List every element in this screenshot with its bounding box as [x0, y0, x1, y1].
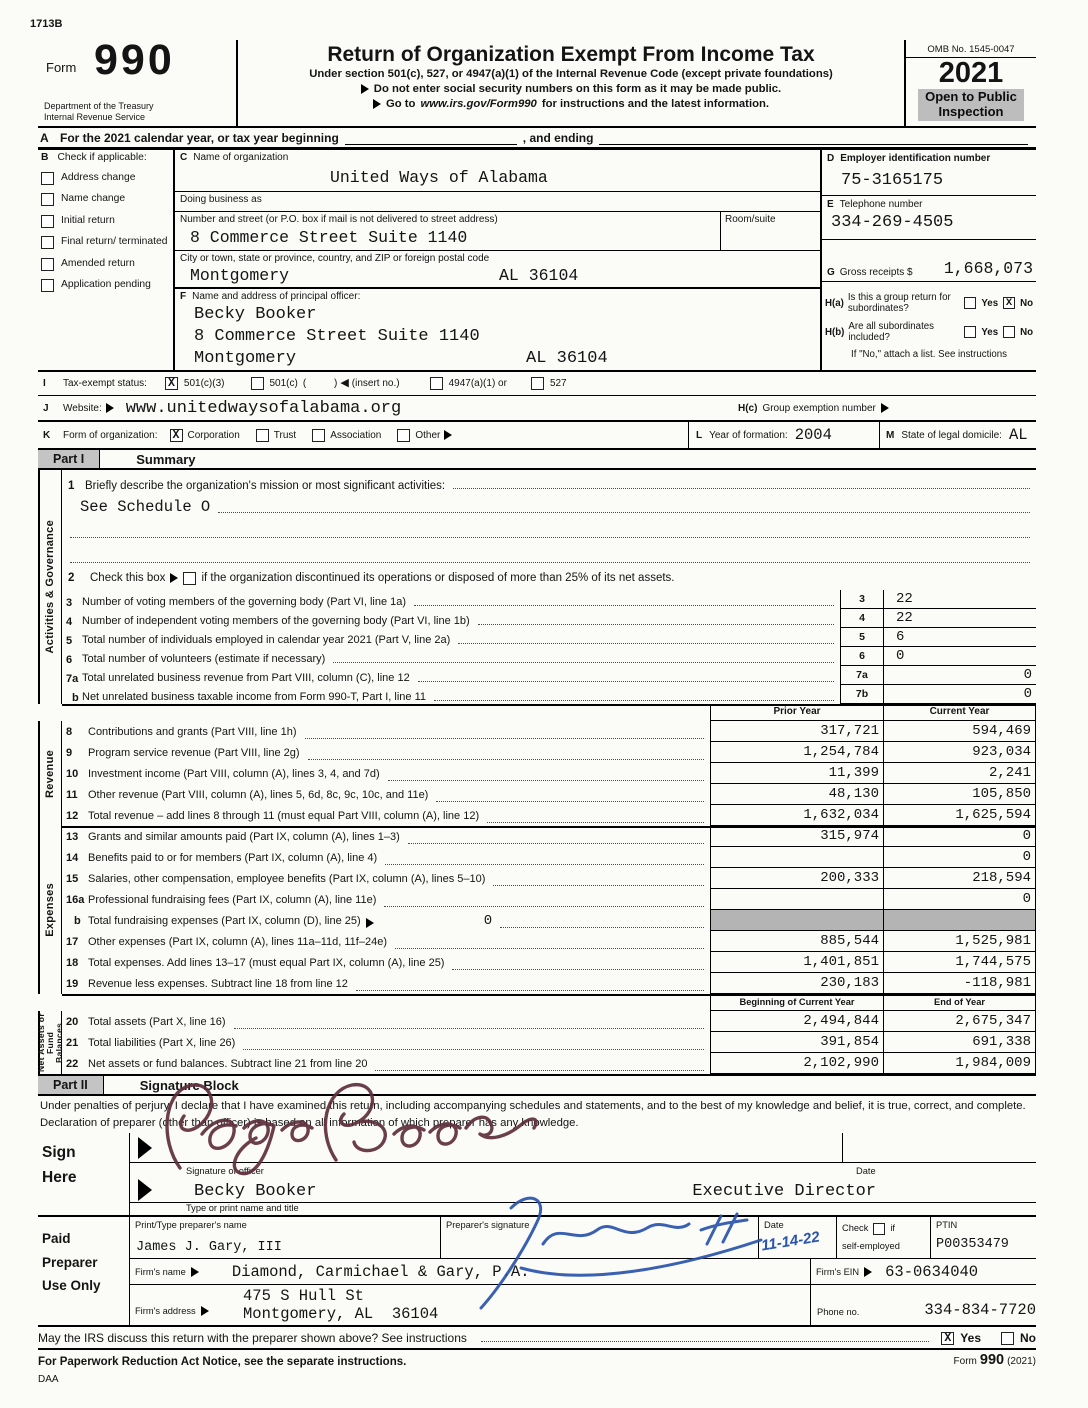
mission-blank-line — [62, 516, 1036, 541]
hb-note: If "No," attach a list. See instructions — [851, 349, 1008, 360]
table-row-line4: 4 Number of independent voting members of the governing body (Part VI, line 1b) 4 22 — [62, 609, 1036, 628]
form-title-block — [238, 40, 904, 126]
checkbox-hb-no[interactable] — [1003, 326, 1015, 338]
officer-signature-line[interactable] — [130, 1133, 1036, 1163]
arrow-right-icon — [138, 1179, 152, 1201]
table-row-line22: 22 Net assets or fund balances. Subtract line 21 from line 20 2,102,990 1,984,009 — [62, 1053, 1036, 1074]
officer-signature-date-cell[interactable] — [842, 1133, 1036, 1162]
ha-row: H(a) Is this a group return for subordinates? Yes X No — [825, 292, 1033, 314]
form-header — [38, 36, 1036, 128]
arrow-right-icon — [373, 99, 381, 109]
dba-cell[interactable]: Doing business as — [175, 192, 820, 212]
city-value: Montgomery — [190, 266, 290, 285]
part-i-body — [35, 470, 1036, 1074]
net-assets-columns-header — [62, 994, 1036, 1011]
gross-receipts-cell: G Gross receipts $ 1,668,073 — [822, 240, 1036, 282]
firm-phone-value: 334-834-7720 — [924, 1301, 1036, 1319]
group-return-cell — [822, 282, 1036, 370]
checkbox-501c[interactable] — [251, 377, 264, 390]
firm-name-value: Diamond, Carmichael & Gary, P.A. — [231, 1262, 530, 1281]
may-irs-discuss-row: May the IRS discuss this return with the preparer shown above? See instructions X Yes No — [38, 1327, 1036, 1350]
checkbox-527[interactable] — [531, 377, 544, 390]
officer-city-value: Montgomery — [194, 349, 297, 368]
principal-officer-cell: F Name and address of principal officer: Becky Booker 8 Commerce Street Suite 1140 Montgomery AL 36104 — [175, 289, 820, 370]
check-if-applicable-column: B Check if applicable: Address change Name change Initial return Final return/ terminated Amended return Application pending — [38, 150, 175, 370]
form-title: Return of Organization Exempt From Income Tax — [327, 43, 815, 66]
hb-row: H(b) Are all subordinates included? Yes No — [825, 321, 1033, 343]
street-cell: Number and street (or P.O. box if mail is not delivered to street address) 8 Commerce Street Suite 1140 Room/suite — [175, 212, 820, 251]
checkbox-final-return[interactable] — [41, 236, 54, 249]
street-value: 8 Commerce Street Suite 1140 — [190, 227, 468, 247]
state-of-domicile-cell: M State of legal domicile: AL — [886, 426, 1028, 444]
checkbox-self-employed[interactable] — [873, 1223, 885, 1235]
checkbox-other[interactable] — [397, 429, 410, 442]
table-row-line9: 9 Program service revenue (Part VIII, line 2g) 1,254,784 923,034 — [62, 742, 1036, 763]
table-row-line13: 13 Grants and similar amounts paid (Part IX, column (A), lines 1–3) 315,974 0 — [62, 826, 1036, 847]
part-ii-label: Part II — [38, 1076, 104, 1094]
checkbox-4947a1[interactable] — [430, 377, 443, 390]
year-of-formation-cell: L Year of formation: 2004 — [688, 422, 880, 448]
mission-line: 1 Briefly describe the organization's mission or most significant activities: — [62, 470, 1036, 492]
checkbox-discuss-no[interactable] — [1001, 1332, 1014, 1345]
instruction-line-1: Do not enter social security numbers on this form as it may be made public. — [238, 83, 904, 95]
form-of-organization-row: K Form of organization: X Corporation Trust Association Other L Year of formation: 2004 M State of legal domicile: AL — [38, 422, 1036, 448]
tax-year-beginning-field[interactable] — [345, 133, 517, 145]
checkbox-ha-yes[interactable] — [964, 297, 976, 309]
table-row-line11: 11 Other revenue (Part VIII, column (A), lines 5, 6d, 8c, 9c, 10c, and 11e) 48,130 105,850 — [62, 784, 1036, 805]
paperwork-notice: For Paperwork Reduction Act Notice, see the separate instructions. — [38, 1356, 407, 1368]
arrow-left-icon: ◀ — [340, 377, 349, 389]
firm-name-cell: Firm's name Diamond, Carmichael & Gary, P.A. — [135, 1262, 530, 1281]
table-row-line16b: b Total fundraising expenses (Part IX, column (D), line 25) 0 — [62, 910, 1036, 931]
sidebar-expenses: Expenses — [38, 826, 62, 994]
state-of-domicile-value: AL — [1008, 426, 1028, 444]
phone-value: 334-269-4505 — [831, 213, 954, 232]
beginning-of-year-header: Beginning of Current Year — [710, 994, 884, 1011]
form-number-block — [38, 36, 238, 126]
table-row-line3: 3 Number of voting members of the governing body (Part VI, line 1a) 3 22 — [62, 590, 1036, 609]
table-row-line18: 18 Total expenses. Add lines 13–17 (must equal Part IX, column (A), line 25) 1,401,851 1,744,575 — [62, 952, 1036, 973]
arrow-right-icon — [106, 403, 114, 413]
option-initial-return: Initial return — [41, 215, 170, 228]
table-row-line14: 14 Benefits paid to or for members (Part IX, column (A), line 4) 0 — [62, 847, 1036, 868]
current-year-header: Current Year — [884, 704, 1036, 721]
firm-address-line1: 475 S Hull St — [243, 1287, 364, 1305]
identification-block — [38, 150, 1036, 372]
sidebar-activities-governance: Activities & Governance — [38, 470, 62, 704]
checkbox-association[interactable] — [312, 429, 325, 442]
form-subtitle: Under section 501(c), 527, or 4947(a)(1) of the Internal Revenue Code (except private foundations) — [309, 68, 833, 81]
shaded-cell — [884, 910, 1036, 931]
ptin-cell: PTIN P00353479 — [930, 1217, 1036, 1258]
org-name-cell: C Name of organization United Ways of Alabama — [175, 150, 820, 192]
firm-ein-value: 63-0634040 — [885, 1262, 979, 1281]
phone-cell: E Telephone number 334-269-4505 — [822, 196, 1036, 240]
preparer-signature-cell[interactable]: Preparer's signature — [440, 1217, 758, 1258]
tax-exempt-status-row: I Tax-exempt status: X 501(c)(3) 501(c) ( ) ◀ (insert no.) 4947(a)(1) or 527 — [38, 372, 1036, 396]
table-row-line20: 20 Total assets (Part X, line 16) 2,494,844 2,675,347 — [62, 1011, 1036, 1032]
table-row-line21: 21 Total liabilities (Part X, line 26) 391,854 691,338 — [62, 1032, 1036, 1053]
phone-no-cell: Phone no. 334-834-7720 — [810, 1285, 1036, 1325]
document-code: 1713B — [30, 18, 63, 30]
omb-block — [904, 40, 1036, 126]
organization-column — [175, 150, 822, 370]
sidebar-revenue: Revenue — [38, 721, 62, 826]
ein-phone-column — [822, 150, 1036, 370]
fundraising-expenses-value: 0 — [483, 912, 493, 929]
line-a-tax-year: A For the 2021 calendar year, or tax year beginning , and ending — [38, 128, 1036, 150]
mission-blank-line — [62, 541, 1036, 566]
part-ii-title: Signature Block — [139, 1077, 239, 1093]
agency-name: Department of the Treasury Internal Revenue Service — [44, 101, 154, 123]
tax-year-ending-field[interactable] — [599, 133, 1028, 145]
preparer-date-cell: Date 11-14-22 — [758, 1217, 836, 1258]
table-row-line16a: 16a Professional fundraising fees (Part IX, column (A), line 11e) 0 — [62, 889, 1036, 910]
arrow-right-icon — [881, 403, 889, 413]
arrow-right-icon — [191, 1267, 199, 1277]
arrow-right-icon — [201, 1306, 209, 1316]
form-footer-ref: Form 990 (2021) — [953, 1352, 1036, 1368]
table-row-line6: 6 Total number of volunteers (estimate if necessary) 6 0 — [62, 647, 1036, 666]
option-amended-return: Amended return — [41, 258, 170, 271]
page-footer — [38, 1352, 1036, 1368]
table-row-line8: 8 Contributions and grants (Part VIII, line 1h) 317,721 594,469 — [62, 721, 1036, 742]
prior-year-header: Prior Year — [710, 704, 884, 721]
preparer-name-value: James J. Gary, III — [136, 1240, 282, 1256]
checkbox-trust[interactable] — [256, 429, 269, 442]
arrow-right-icon — [170, 573, 178, 583]
arrow-right-icon — [444, 430, 452, 440]
sign-here-block: Sign Here Signature of officer Date Becky Booker Executive Director Type or print name and title — [38, 1133, 1036, 1217]
self-employed-cell: Check if self-employed — [836, 1217, 930, 1258]
table-row-line17: 17 Other expenses (Part IX, column (A), lines 11a–11d, 11f–24e) 885,544 1,525,981 — [62, 931, 1036, 952]
checkbox-address-change[interactable] — [41, 172, 54, 185]
arrow-right-icon — [366, 918, 374, 928]
paid-preparer-label: Paid Preparer Use Only — [38, 1217, 130, 1325]
checkbox-amended-return[interactable] — [41, 258, 54, 271]
irs-url: www.irs.gov/Form990 — [420, 98, 537, 111]
table-row-line15: 15 Salaries, other compensation, employee benefits (Part IX, column (A), lines 5–10) 200,333 218,594 — [62, 868, 1036, 889]
checkbox-hb-yes[interactable] — [964, 326, 976, 338]
table-row-line7b: b Net unrelated business taxable income from Form 990-T, Part I, line 11 7b 0 — [62, 685, 1036, 704]
part-i-header — [38, 448, 1036, 470]
part-i-title: Summary — [136, 451, 196, 467]
gross-receipts-value: 1,668,073 — [943, 259, 1033, 278]
checkbox-discontinued[interactable] — [183, 572, 196, 585]
option-application-pending: Application pending — [41, 279, 170, 292]
daa-code: DAA — [38, 1374, 59, 1385]
shaded-cell — [710, 910, 884, 931]
firm-address-line2: Montgomery, AL 36104 — [243, 1305, 439, 1323]
ein-cell: D Employer identification number 75-3165175 — [822, 150, 1036, 196]
room-suite-cell[interactable]: Room/suite — [720, 212, 820, 250]
officer-name-value: Becky Booker — [194, 305, 317, 324]
sidebar-net-assets: Net Assets or Fund Balances — [38, 1011, 62, 1074]
discontinued-operations-line: 2 Check this box if the organization discontinued its operations or disposed of more than 25% of its net assets. — [68, 572, 675, 584]
firm-ein-cell: Firm's EIN 63-0634040 — [810, 1259, 1036, 1284]
option-name-change: Name change — [41, 193, 170, 206]
paid-preparer-block — [38, 1217, 1036, 1327]
instruction-line-2: Go to www.irs.gov/Form990 for instructions and the latest information. — [238, 98, 904, 110]
end-of-year-header: End of Year — [884, 994, 1036, 1011]
officer-title: Executive Director — [692, 1182, 876, 1201]
checkbox-name-change[interactable] — [41, 193, 54, 206]
preparer-name-cell: Print/Type preparer's name James J. Gary, III — [135, 1220, 282, 1256]
part-i-label: Part I — [38, 450, 100, 468]
mission-value-line — [62, 492, 1036, 516]
ptin-value: P00353479 — [936, 1237, 1009, 1252]
officer-printed-name: Becky Booker — [194, 1182, 317, 1201]
option-final-return: Final return/ terminated — [41, 236, 170, 249]
table-row-line10: 10 Investment income (Part VIII, column (A), lines 3, 4, and 7d) 11,399 2,241 — [62, 763, 1036, 784]
hc-group-exemption: H(c) Group exemption number — [738, 403, 889, 414]
org-name-value: United Ways of Alabama — [330, 168, 548, 187]
arrow-right-icon — [864, 1267, 872, 1277]
firm-address-cell: Firm's address 475 S Hull St Montgomery, AL 36104 — [135, 1287, 439, 1323]
table-row-line19: 19 Revenue less expenses. Subtract line 18 from line 12 230,183 -118,981 — [62, 973, 1036, 994]
checkbox-corporation[interactable]: X — [170, 429, 183, 442]
perjury-statement: Under penalties of perjury, I declare that I have examined this return, including accompanying schedules and statements, and to the best of my knowledge and belief, it is true, correct, and complete. Declaration of preparer (other than officer) is based on all information of which preparer has any knowledge. — [40, 1100, 1026, 1129]
officer-name-line — [130, 1178, 1036, 1203]
arrow-right-icon — [361, 84, 369, 94]
table-row-line7a: 7a Total unrelated business revenue from Part VIII, column (C), line 12 7a 0 — [62, 666, 1036, 685]
mission-value: See Schedule O — [80, 498, 211, 516]
table-row-line12: 12 Total revenue – add lines 8 through 11 (must equal Part VIII, column (A), line 12) 1,632,034 1,625,594 — [62, 805, 1036, 826]
year-columns-header — [62, 704, 1036, 721]
checkbox-ha-no[interactable]: X — [1003, 297, 1015, 309]
form-number: 990 — [94, 36, 175, 84]
state-zip-value: AL 36104 — [499, 266, 579, 285]
officer-state-zip-value: AL 36104 — [526, 349, 608, 368]
checkbox-application-pending[interactable] — [41, 279, 54, 292]
checkbox-501c3[interactable]: X — [165, 377, 178, 390]
officer-street-value: 8 Commerce Street Suite 1140 — [194, 327, 480, 346]
checkbox-discuss-yes[interactable]: X — [941, 1332, 954, 1345]
preparer-date-value: 11-14-22 — [760, 1228, 821, 1255]
open-to-public-badge: Open to Public Inspection — [918, 89, 1024, 120]
table-row-line5: 5 Total number of individuals employed in calendar year 2021 (Part V, line 2a) 5 6 — [62, 628, 1036, 647]
website-value[interactable]: www.unitedwaysofalabama.org — [125, 398, 402, 418]
part-ii-header — [38, 1074, 1036, 1096]
option-address-change: Address change — [41, 172, 170, 185]
omb-number: OMB No. 1545-0047 — [906, 40, 1036, 58]
website-row: J Website: www.unitedwaysofalabama.org H(c) Group exemption number — [38, 396, 1036, 422]
ein-value: 75-3165175 — [841, 171, 944, 190]
sign-here-label: Sign Here — [38, 1133, 130, 1215]
tax-year: 2021 — [938, 57, 1004, 89]
year-of-formation-value: 2004 — [794, 426, 832, 444]
city-cell: City or town, state or province, country, and ZIP or foreign postal code Montgomery AL 36104 — [175, 251, 820, 289]
form-word: Form — [46, 60, 77, 75]
arrow-right-icon — [138, 1137, 152, 1159]
checkbox-initial-return[interactable] — [41, 215, 54, 228]
